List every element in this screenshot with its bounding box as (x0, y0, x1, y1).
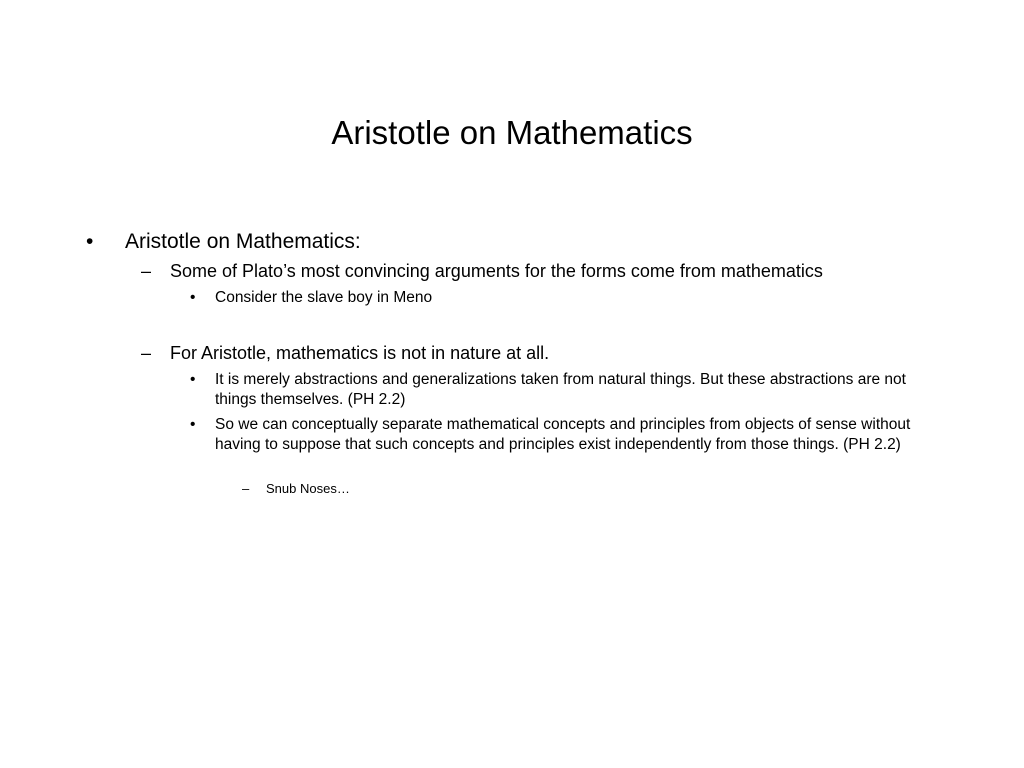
list-item-level2: For Aristotle, mathematics is not in nature at all. (170, 343, 550, 363)
dash-marker: – (141, 343, 152, 363)
list-item-level4: Snub Noses… (266, 481, 350, 496)
bullet-marker: • (86, 230, 94, 253)
list-item-level1: Aristotle on Mathematics: (125, 230, 361, 253)
bullet-marker: • (190, 371, 196, 388)
list-item-level3: Consider the slave boy in Meno (215, 289, 433, 306)
list-item-level2: Some of Plato’s most convincing arguments for the forms come from mathematics (170, 261, 823, 281)
bullet-marker: • (190, 289, 196, 306)
bullet-marker: • (190, 416, 196, 433)
list-item-level3: It is merely abstractions and generalizations taken from natural things. But these abstractions are not things themselves. (PH 2.2) (215, 371, 906, 408)
list-item-level3: So we can conceptually separate mathematical concepts and principles from objects of sense without having to suppose that such concepts and principles exist independently from those things. (PH 2.2) (215, 416, 911, 453)
dash-marker: – (242, 481, 250, 496)
dash-marker: – (141, 261, 152, 281)
slide-title: Aristotle on Mathematics (331, 114, 693, 151)
